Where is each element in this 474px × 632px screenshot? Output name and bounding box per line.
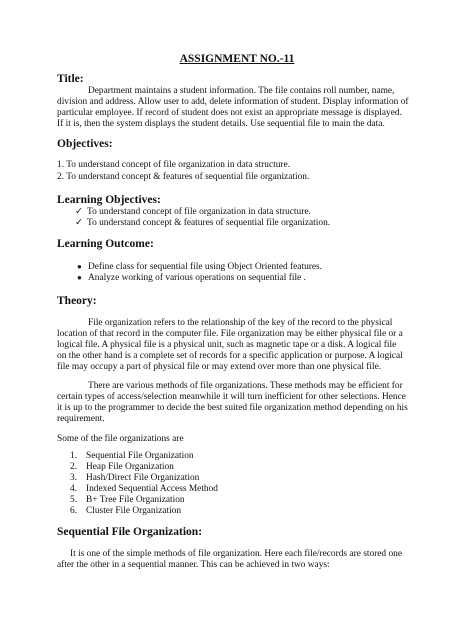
- sequential-text-line: after the other in a sequential manner. This can be achieved in two ways:: [57, 560, 330, 570]
- org-number: 1.: [70, 451, 78, 461]
- theory-p2-line: There are various methods of file organizations. These methods may be efficient for: [88, 381, 403, 391]
- org-list-item: [70, 506, 181, 516]
- theory-label: Theory:: [57, 295, 97, 307]
- org-list-item: [70, 473, 199, 483]
- learning-objective-text: To understand concept & features of sequential file organization.: [87, 218, 331, 228]
- org-list-item: [70, 495, 185, 505]
- title-text-line: division and address. Allow user to add, delete information of student. Display information of: [57, 97, 409, 107]
- learning-outcome-item: [77, 273, 306, 283]
- theory-p2-line: certain types of access/selection meanwhile it will turn inefficient for other selections. Hence: [57, 392, 406, 402]
- bullet-icon: ●: [77, 262, 82, 271]
- title-text-line: Department maintains a student information. The file contains roll number, name,: [88, 86, 395, 96]
- assignment-heading: ASSIGNMENT NO.-11: [179, 53, 295, 65]
- checkmark-icon: ✓: [75, 207, 83, 217]
- sequential-file-label: Sequential File Organization:: [57, 526, 203, 538]
- org-list-item: [70, 451, 194, 461]
- org-list-item: [70, 462, 174, 472]
- org-name: Sequential File Organization: [86, 451, 194, 461]
- learning-objective-item: [75, 217, 330, 228]
- learning-objective-item: [75, 206, 311, 217]
- org-name: Cluster File Organization: [86, 506, 182, 516]
- learning-outcome-item: [77, 262, 322, 272]
- theory-p1-line: logical file. A physical file is a physical unit, such as magnetic tape or a disk. A logical file: [57, 340, 397, 350]
- learning-outcome-text: Analyze working of various operations on sequential file .: [88, 273, 306, 283]
- org-list-item: [70, 484, 218, 494]
- learning-outcome-text: Define class for sequential file using Object Oriented features.: [88, 262, 323, 272]
- org-number: 2.: [70, 462, 78, 472]
- theory-p1-line: location of that record in the computer file. File organization may be either physical file or a: [57, 329, 403, 339]
- objective-item: 2. To understand concept & features of sequential file organization.: [57, 172, 310, 182]
- title-text-line: If it is, then the system displays the student details. Use sequential file to main the data.: [57, 119, 385, 129]
- learning-objectives-label: Learning Objectives:: [57, 194, 161, 206]
- theory-p1-line: on the other hand is a complete set of records for a specific application or purpose. A logical: [57, 351, 403, 361]
- org-name: Heap File Organization: [86, 462, 174, 472]
- theory-p1-line: file may occupy a part of physical file or may extend over more than one physical file.: [57, 362, 382, 372]
- org-name: Indexed Sequential Access Method: [86, 484, 218, 494]
- bullet-icon: ●: [77, 273, 82, 282]
- org-number: 4.: [70, 484, 78, 494]
- learning-outcome-label: Learning Outcome:: [57, 238, 154, 250]
- theory-p2-line: it is up to the programmer to decide the best suited file organization method depending on his: [57, 403, 408, 413]
- checkmark-icon: ✓: [75, 218, 83, 228]
- objectives-label: Objectives:: [57, 138, 113, 150]
- org-number: 6.: [70, 506, 78, 516]
- objective-item: 1. To understand concept of file organization in data structure.: [57, 160, 291, 170]
- some-orgs-text: Some of the file organizations are: [57, 434, 184, 444]
- title-label: Title:: [57, 73, 84, 85]
- org-number: 5.: [70, 495, 78, 505]
- theory-p2-line: requirement.: [57, 414, 105, 424]
- theory-p1-line: File organization refers to the relationship of the key of the record to the physical: [88, 318, 393, 328]
- learning-objective-text: To understand concept of file organization in data structure.: [87, 207, 311, 217]
- org-number: 3.: [70, 473, 78, 483]
- title-text-line: particular employee. If record of student does not exist an appropriate message is displayed.: [57, 108, 402, 118]
- org-name: Hash/Direct File Organization: [86, 473, 200, 483]
- org-name: B+ Tree File Organization: [86, 495, 185, 505]
- sequential-text-line: It is one of the simple methods of file organization. Here each file/records are stored one: [70, 549, 402, 559]
